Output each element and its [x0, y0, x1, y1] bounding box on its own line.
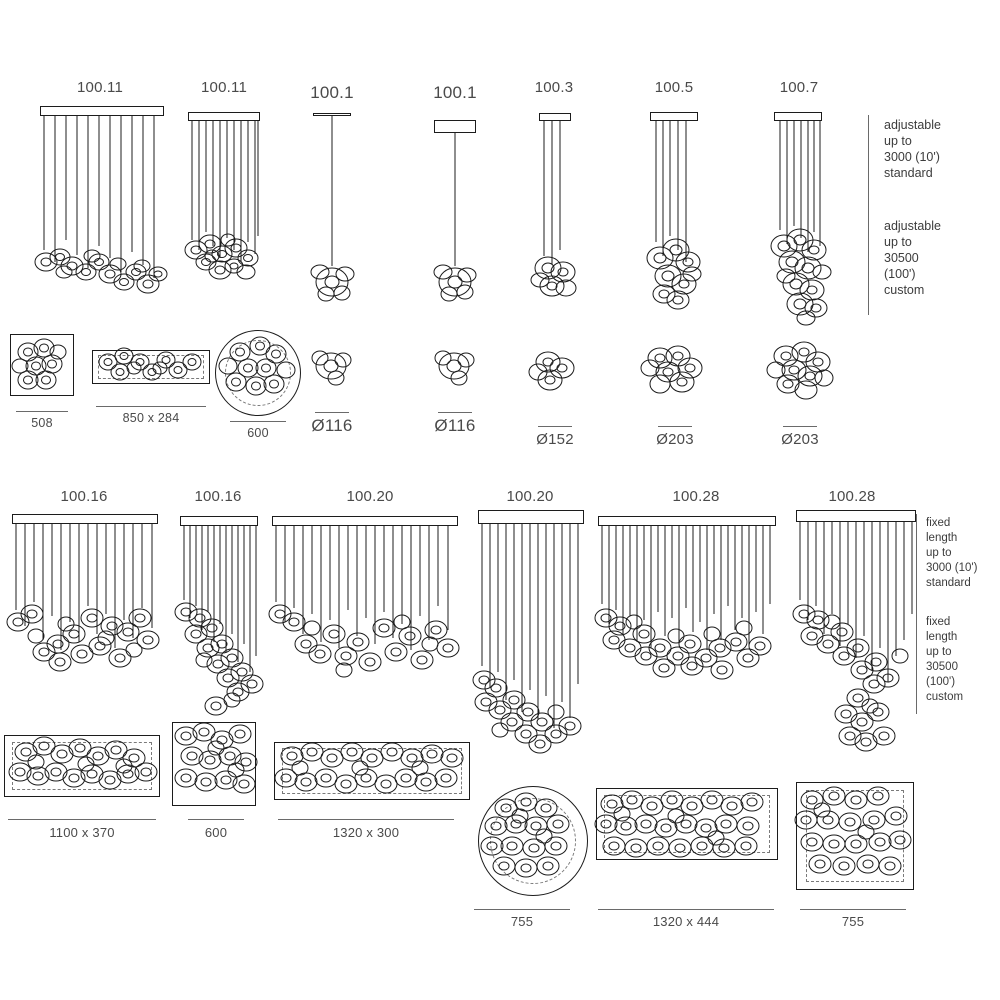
note-line: 3000 (10'): [926, 562, 978, 574]
cords-100-28-b: [800, 522, 912, 682]
cluster-100-1-a: [311, 265, 354, 301]
canopy-100-11-a: [40, 106, 164, 116]
dim-label-1320x444: 1320 x 444: [652, 914, 720, 929]
plan-dash-1320x300: [282, 748, 462, 794]
plan-circle-dash-755-a: [490, 798, 576, 884]
canopy-100-20-a: [272, 516, 458, 526]
cluster-100-20-a: [269, 605, 459, 677]
dim-label-d116-a: Ø116: [311, 416, 353, 435]
cords-100-28-a: [602, 526, 770, 650]
cords-100-3: [544, 121, 560, 264]
model-label-100-11-a: 100.11: [77, 79, 123, 96]
dimline-508: [16, 411, 68, 412]
cluster-100-16-a: [7, 605, 159, 671]
model-label-100-16-b: 100.16: [194, 488, 242, 505]
dim-label-d203-a: Ø203: [656, 431, 694, 448]
note-line: standard: [884, 166, 933, 180]
canopy-100-20-b: [478, 510, 584, 524]
dim-label-d116-b: Ø116: [434, 416, 476, 435]
canopy-100-1-b: [434, 120, 476, 133]
plan-box-100-11-a: [10, 334, 74, 396]
note-line: up to: [884, 235, 912, 249]
note-line: (100'): [884, 267, 916, 281]
canopy-100-16-a: [12, 514, 158, 524]
dimline-1100x370: [8, 819, 156, 820]
dim-label-850x284: 850 x 284: [122, 411, 180, 425]
cords-100-11-b: [192, 121, 258, 262]
dimline-1320x444: [598, 909, 774, 910]
dim-label-1100x370: 1100 x 370: [49, 825, 115, 840]
note-line: adjustable: [884, 219, 941, 233]
note-adjustable-custom: [884, 218, 980, 298]
dimline-850x284: [96, 406, 206, 407]
model-label-100-16-a: 100.16: [60, 488, 108, 505]
model-label-100-20-b: 100.20: [506, 488, 554, 505]
model-label-100-1-b: 100.1: [433, 83, 477, 102]
plan-cluster-100-1-b: [435, 351, 474, 385]
note-line: up to: [926, 547, 952, 559]
note-adjustable-standard: [884, 117, 980, 181]
cords-100-16-a: [16, 524, 152, 650]
note-line: adjustable: [884, 118, 941, 132]
dimline-755-a: [474, 909, 570, 910]
plan-cluster-100-1-a: [312, 351, 351, 385]
note-line: 30500: [926, 661, 958, 673]
model-label-100-7: 100.7: [779, 79, 819, 96]
dim-label-d203-b: Ø203: [781, 431, 819, 448]
dimline-d116-b: [438, 412, 472, 413]
cords-100-20-a: [276, 526, 448, 650]
note-line: 3000 (10'): [884, 150, 940, 164]
model-label-100-11-b: 100.11: [201, 79, 247, 96]
plan-circle-dash-600: [225, 340, 291, 406]
note-line: custom: [926, 691, 964, 703]
cords-100-20-b: [482, 524, 578, 728]
model-label-100-20-a: 100.20: [346, 488, 394, 505]
canopy-100-28-a: [598, 516, 776, 526]
plan-dash-1100x370: [12, 742, 152, 790]
note-line: length: [926, 631, 958, 643]
plan-cluster-100-5: [641, 346, 702, 393]
note-line: standard: [926, 577, 971, 589]
note-line: up to: [926, 646, 952, 658]
note-line: (100'): [926, 676, 956, 688]
cluster-100-1-b: [434, 265, 476, 301]
canopy-100-11-b: [188, 112, 260, 121]
plan-dash-100-11-b: [98, 355, 204, 379]
cluster-100-11-a: [35, 249, 167, 293]
note-line: custom: [884, 283, 925, 297]
dimline-d152: [538, 426, 572, 427]
plan-dash-1320x444: [604, 795, 770, 853]
note-fixed-custom: [926, 615, 1000, 705]
cluster-100-3: [531, 257, 576, 296]
canopy-100-16-b: [180, 516, 258, 526]
dim-label-600-bottom: 600: [204, 825, 228, 840]
dimline-755-b: [800, 909, 906, 910]
canopy-100-3: [539, 113, 571, 121]
note-line: up to: [884, 134, 912, 148]
cords-100-16-b: [184, 526, 256, 672]
note-line: 30500: [884, 251, 919, 265]
plan-box-600-bottom: [172, 722, 256, 806]
cluster-100-5: [647, 239, 701, 309]
dim-label-508: 508: [31, 416, 53, 430]
plan-dash-755-b: [806, 790, 904, 882]
dim-label-d152: Ø152: [536, 431, 574, 448]
plan-cluster-100-7: [767, 342, 833, 399]
cluster-100-7: [771, 229, 831, 325]
dimline-d116-a: [315, 412, 349, 413]
model-label-100-28-b: 100.28: [828, 488, 876, 505]
canopy-100-7: [774, 112, 822, 121]
note-line: fixed: [926, 616, 951, 628]
note-line: fixed: [926, 517, 951, 529]
cluster-100-28-b: [793, 605, 908, 751]
cluster-100-28-a: [595, 609, 771, 679]
canopy-100-28-b: [796, 510, 916, 522]
dimline-600-bottom: [188, 819, 244, 820]
note-fixed-standard: [926, 516, 1000, 591]
note-bracket-top: [868, 115, 869, 315]
model-label-100-28-a: 100.28: [672, 488, 720, 505]
note-line: length: [926, 532, 958, 544]
model-label-100-1-a: 100.1: [310, 83, 354, 102]
cords-100-7: [780, 121, 820, 252]
dimline-600: [230, 421, 286, 422]
model-label-100-5: 100.5: [654, 79, 694, 96]
canopy-100-1-a: [313, 113, 351, 116]
dimline-d203-a: [658, 426, 692, 427]
dim-label-600: 600: [247, 426, 269, 440]
dim-label-755-b: 755: [841, 914, 865, 929]
note-bracket-bottom: [916, 514, 917, 714]
cords-100-5: [656, 121, 686, 262]
canopy-100-5: [650, 112, 698, 121]
dim-label-755-a: 755: [510, 914, 534, 929]
dim-label-1320x300: 1320 x 300: [332, 825, 400, 840]
dimline-d203-b: [783, 426, 817, 427]
cluster-100-16-b: [175, 603, 263, 715]
dimline-1320x300: [278, 819, 454, 820]
cluster-100-20-b: [473, 671, 581, 753]
plan-cluster-100-3: [529, 352, 574, 390]
cluster-100-11-b: [185, 234, 258, 279]
cords-100-11-a: [44, 116, 154, 278]
model-label-100-3: 100.3: [534, 79, 574, 96]
